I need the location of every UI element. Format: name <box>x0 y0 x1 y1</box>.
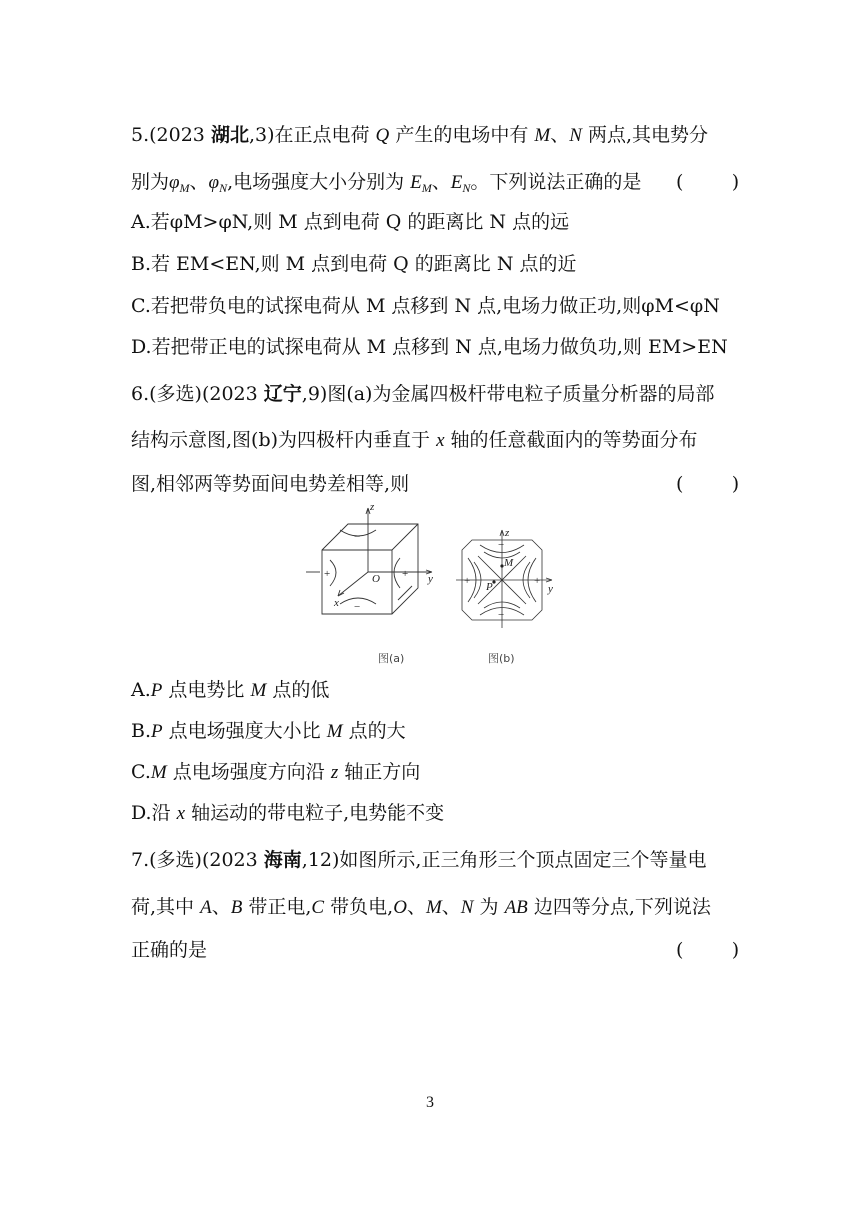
q5-line1: 5.(2023 湖北,3)在正点电荷 Q 产生的电场中有 M、N 两点,其电势分 <box>131 124 708 146</box>
fig-a-plus-right: + <box>402 568 409 580</box>
fig-b-point-p: P <box>486 581 493 593</box>
x-axis <box>338 572 368 596</box>
q6-line3: 图,相邻两等势面间电势差相等,则 <box>131 473 410 495</box>
q5-line2: 别为$\varphi_M$、$\varphi_N$,电场强度大小分别为 $E_M$、$E_N$。下列说法正确的是 <box>131 171 642 195</box>
q7-line1: 7.(多选)(2023 海南,12)如图所示,正三角形三个顶点固定三个等量电 <box>131 849 707 871</box>
q7-answer-bracket: ( ) <box>676 939 740 961</box>
q5-option-a: A.若φM>φN,则 M 点到电荷 Q 的距离比 N 点的远 <box>131 211 570 233</box>
q6-option-d: D.沿 x 轴运动的带电粒子,电势能不变 <box>131 802 445 824</box>
fig-b-y-label: y <box>548 583 553 595</box>
q5-option-d: D.若把带正电的试探电荷从 M 点移到 N 点,电场力做负功,则 EM>EN <box>131 336 728 358</box>
q7-line3: 正确的是 <box>131 939 208 961</box>
q5-option-c: C.若把带负电的试探电荷从 M 点移到 N 点,电场力做正功,则φM<φN <box>131 295 720 317</box>
q6-option-a: A.P 点电势比 M 点的低 <box>131 679 330 701</box>
fig-a-minus-bottom: − <box>354 601 361 613</box>
fig-b-minus-bottom: − <box>498 609 505 621</box>
fig-a-minus-top: − <box>354 531 361 543</box>
fig-a-z-label: z <box>370 501 375 513</box>
fig-a-y-label: y <box>428 573 433 585</box>
quadrupole-diagram <box>300 500 560 670</box>
page-number: 3 <box>426 1094 434 1111</box>
figure-a-caption: 图(a) <box>378 652 405 665</box>
q6-line2: 结构示意图,图(b)为四极杆内垂直于 x 轴的任意截面内的等势面分布 <box>131 429 698 451</box>
fig-b-minus-top: − <box>498 539 505 551</box>
fig-b-z-label: z <box>505 527 510 539</box>
fig-b-plus-right: + <box>534 575 541 587</box>
fig-b-dot-p <box>492 580 495 583</box>
figure-a-drawing <box>306 508 432 614</box>
fig-b-plus-left: + <box>464 575 471 587</box>
fig-a-x-label: x <box>334 597 339 609</box>
fig-b-dot-m <box>500 564 503 567</box>
fig-a-plus-left: + <box>324 568 331 580</box>
q6-answer-bracket: ( ) <box>676 473 740 495</box>
q6-line1: 6.(多选)(2023 辽宁,9)图(a)为金属四极杆带电粒子质量分析器的局部 <box>131 383 715 405</box>
fig-a-origin-label: O <box>372 573 380 585</box>
q6-province: 辽宁 <box>263 383 302 405</box>
q7-line2: 荷,其中 A、B 带正电,C 带负电,O、M、N 为 AB 边四等分点,下列说法 <box>131 896 711 918</box>
q5-option-b: B.若 EM<EN,则 M 点到电荷 Q 的距离比 N 点的近 <box>131 253 577 275</box>
q5-province: 湖北 <box>210 124 249 146</box>
fig-b-point-m: M <box>504 557 514 569</box>
q6-option-c: C.M 点电场强度方向沿 z 轴正方向 <box>131 761 421 783</box>
figure-b-caption: 图(b) <box>488 652 515 665</box>
q6-option-b: B.P 点电场强度大小比 M 点的大 <box>131 720 406 742</box>
q5-answer-bracket: ( ) <box>676 171 740 193</box>
q7-province: 海南 <box>263 849 302 871</box>
q6-figure <box>300 500 560 670</box>
